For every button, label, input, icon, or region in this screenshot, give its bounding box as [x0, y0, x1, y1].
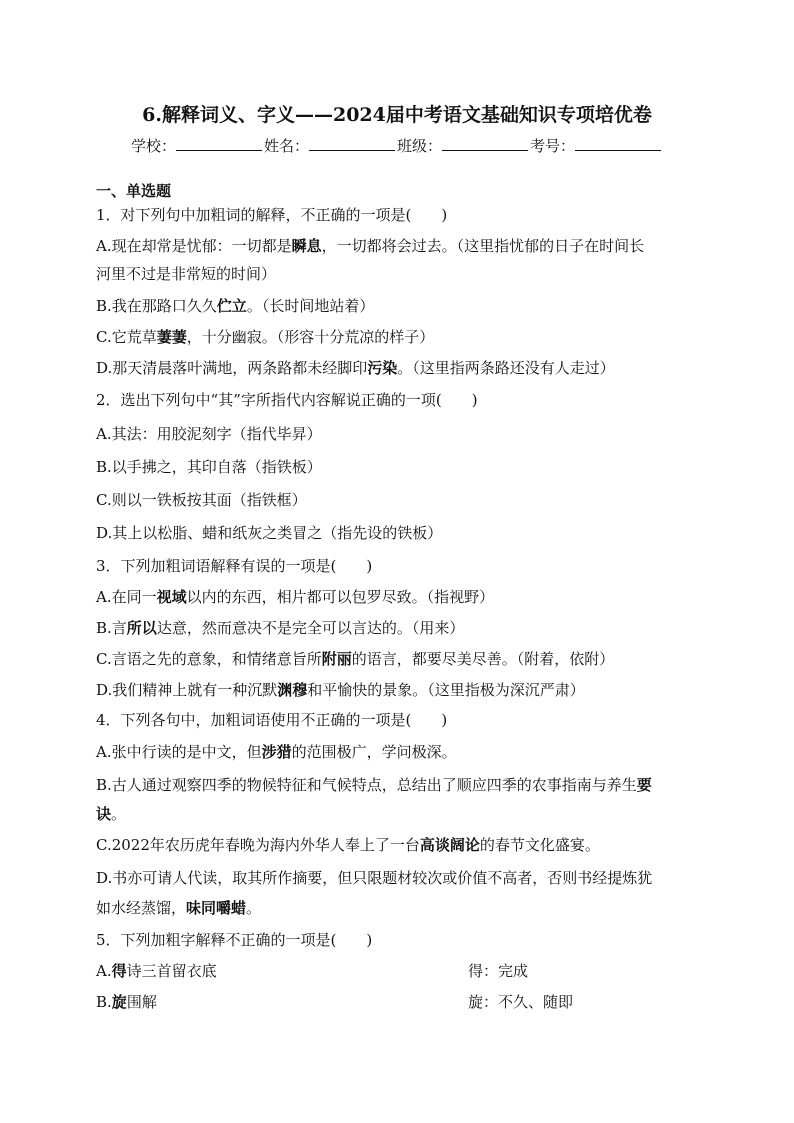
q1-c-bold-word: 萋萋 — [156, 328, 187, 346]
q4-option-a — [96, 742, 696, 762]
q4-d-text-end: 。 — [246, 899, 262, 917]
class-label: 班级： — [397, 137, 443, 155]
q1-stem: 1．对下列句中加粗词的解释，不正确的一项是( ) — [96, 206, 448, 224]
q4-option-d-cont — [96, 898, 696, 918]
student-info-line — [0, 135, 794, 156]
q3-b-bold-word: 所以 — [126, 619, 157, 637]
exam-no-blank[interactable] — [575, 136, 661, 151]
name-label: 姓名： — [263, 137, 309, 155]
q1-d-bold-word: 污染 — [367, 359, 398, 377]
q4-b-bold-word-cont: 诀 — [96, 805, 112, 823]
q5-stem: 5．下列加粗字解释不正确的一项是( ) — [96, 931, 373, 949]
q4-option-d: D.书亦可请人代读，取其所作摘要，但只限题材较次或价值不高者，否则书经提炼犹 — [96, 869, 653, 887]
q1-d-text-cont: 。（这里指两条路还没有人走过） — [397, 359, 615, 377]
q5-b-bold-char: 旋 — [111, 993, 127, 1011]
q1-b-text-cont: 。（长时间地站着） — [246, 297, 375, 315]
q3-stem: 3．下列加粗词语解释有误的一项是( ) — [96, 557, 373, 575]
q1-c-text: C.它荒草 — [96, 328, 157, 346]
q1-b-text: B.我在那路口久久 — [96, 297, 217, 315]
q3-d-text-cont: 和平愉快的景象。（这里指极为深沉严肃） — [307, 681, 585, 699]
q4-a-text: A.张中行读的是中文，但 — [96, 743, 262, 761]
q2-option-c: C.则以一铁板按其面（指铁框） — [96, 491, 307, 509]
q4-c-text-cont: 的春节文化盛宴。 — [479, 836, 600, 854]
q4-a-text-cont: 的范围极广，学问极深。 — [291, 743, 457, 761]
exam-no-label: 考号： — [530, 137, 576, 155]
q4-stem: 4．下列各句中，加粗词语使用不正确的一项是( ) — [96, 711, 448, 729]
q4-b-text: B.古人通过观察四季的物候特征和气候特点，总结出了顺应四季的农事指南与养生 — [96, 776, 637, 794]
q4-b-bold-word: 要 — [636, 776, 652, 794]
q5-b-explanation: 旋：不久、随即 — [468, 993, 574, 1011]
q4-option-c — [96, 835, 696, 855]
q2-option-b: B.以手拂之，其印自落（指铁板） — [96, 458, 322, 476]
q4-option-b-cont — [96, 804, 696, 824]
class-blank[interactable] — [442, 136, 528, 151]
q4-option-b — [96, 775, 696, 795]
q1-option-c — [96, 327, 696, 347]
q5-b-text: B. — [96, 993, 112, 1011]
q3-option-b — [96, 618, 696, 638]
q1-option-b — [96, 296, 696, 316]
q3-c-text: C.言语之先的意象，和情绪意旨所 — [96, 650, 322, 668]
school-label: 学校： — [130, 137, 176, 155]
q4-c-text: C.2022年农历虎年春晚为海内外华人奉上了一台 — [96, 836, 420, 854]
q5-a-explanation: 得：完成 — [468, 962, 529, 980]
q3-c-text-cont: 的语言，都要尽美尽善。（附着，依附） — [351, 650, 615, 668]
q5-option-b — [96, 992, 696, 1012]
q3-option-a — [96, 587, 696, 607]
q3-c-bold-word: 附丽 — [321, 650, 352, 668]
q5-option-a — [96, 961, 696, 981]
q5-a-text: A. — [96, 962, 112, 980]
q2-option-d: D.其上以松脂、蜡和纸灰之类冒之（指先设的铁板） — [96, 524, 443, 542]
q4-d-text: 如水经蒸馏， — [96, 899, 187, 917]
q1-b-bold-word: 伫立 — [216, 297, 247, 315]
q3-b-text-cont: 达意，然而意决不是完全可以言达的。（用来） — [156, 619, 465, 637]
q1-a-text-cont: ，一切都将会过去。（这里指忧郁的日子在时间长 — [321, 237, 645, 255]
q1-a-bold-word: 瞬息 — [291, 237, 322, 255]
page-title: 6.解释词义、字义——2024届中考语文基础知识专项培优卷 — [142, 104, 652, 126]
q3-a-text-cont: 以内的东西，相片都可以包罗尽致。（指视野） — [186, 588, 495, 606]
q2-option-a: A.其法：用胶泥刻字（指代毕昇） — [96, 425, 322, 443]
name-blank[interactable] — [309, 136, 395, 151]
q5-a-text-cont: 诗三首留衣底 — [126, 962, 217, 980]
q3-d-text: D.我们精神上就有一种沉默 — [96, 681, 278, 699]
q2-stem: 2．选出下列句中“其”字所指代内容解说正确的一项( ) — [96, 391, 478, 409]
section-heading: 一、单选题 — [96, 182, 172, 200]
q1-option-a — [96, 236, 696, 256]
q3-b-text: B.言 — [96, 619, 127, 637]
q3-a-text: A.在同一 — [96, 588, 157, 606]
q3-a-bold-word: 视域 — [156, 588, 187, 606]
q5-a-bold-char: 得 — [111, 962, 127, 980]
q3-d-bold-word: 渊穆 — [277, 681, 308, 699]
q1-a-text: A.现在却常是忧郁：一切都是 — [96, 237, 292, 255]
q3-option-c — [96, 649, 696, 669]
q1-d-text: D.那天清晨落叶满地，两条路都未经脚印 — [96, 359, 368, 377]
q4-a-bold-word: 涉猎 — [261, 743, 292, 761]
q4-c-bold-word: 高谈阔论 — [419, 836, 480, 854]
q4-b-text-end: 。 — [111, 805, 127, 823]
school-blank[interactable] — [176, 136, 262, 151]
q1-c-text-cont: ，十分幽寂。（形容十分荒凉的样子） — [186, 328, 435, 346]
q4-d-bold-word: 味同嚼蜡 — [186, 899, 247, 917]
q3-option-d — [96, 680, 696, 700]
q5-b-text-cont: 围解 — [126, 993, 157, 1011]
q1-option-a-cont: 河里不过是非常短的时间） — [96, 265, 277, 283]
q1-option-d — [96, 358, 696, 378]
